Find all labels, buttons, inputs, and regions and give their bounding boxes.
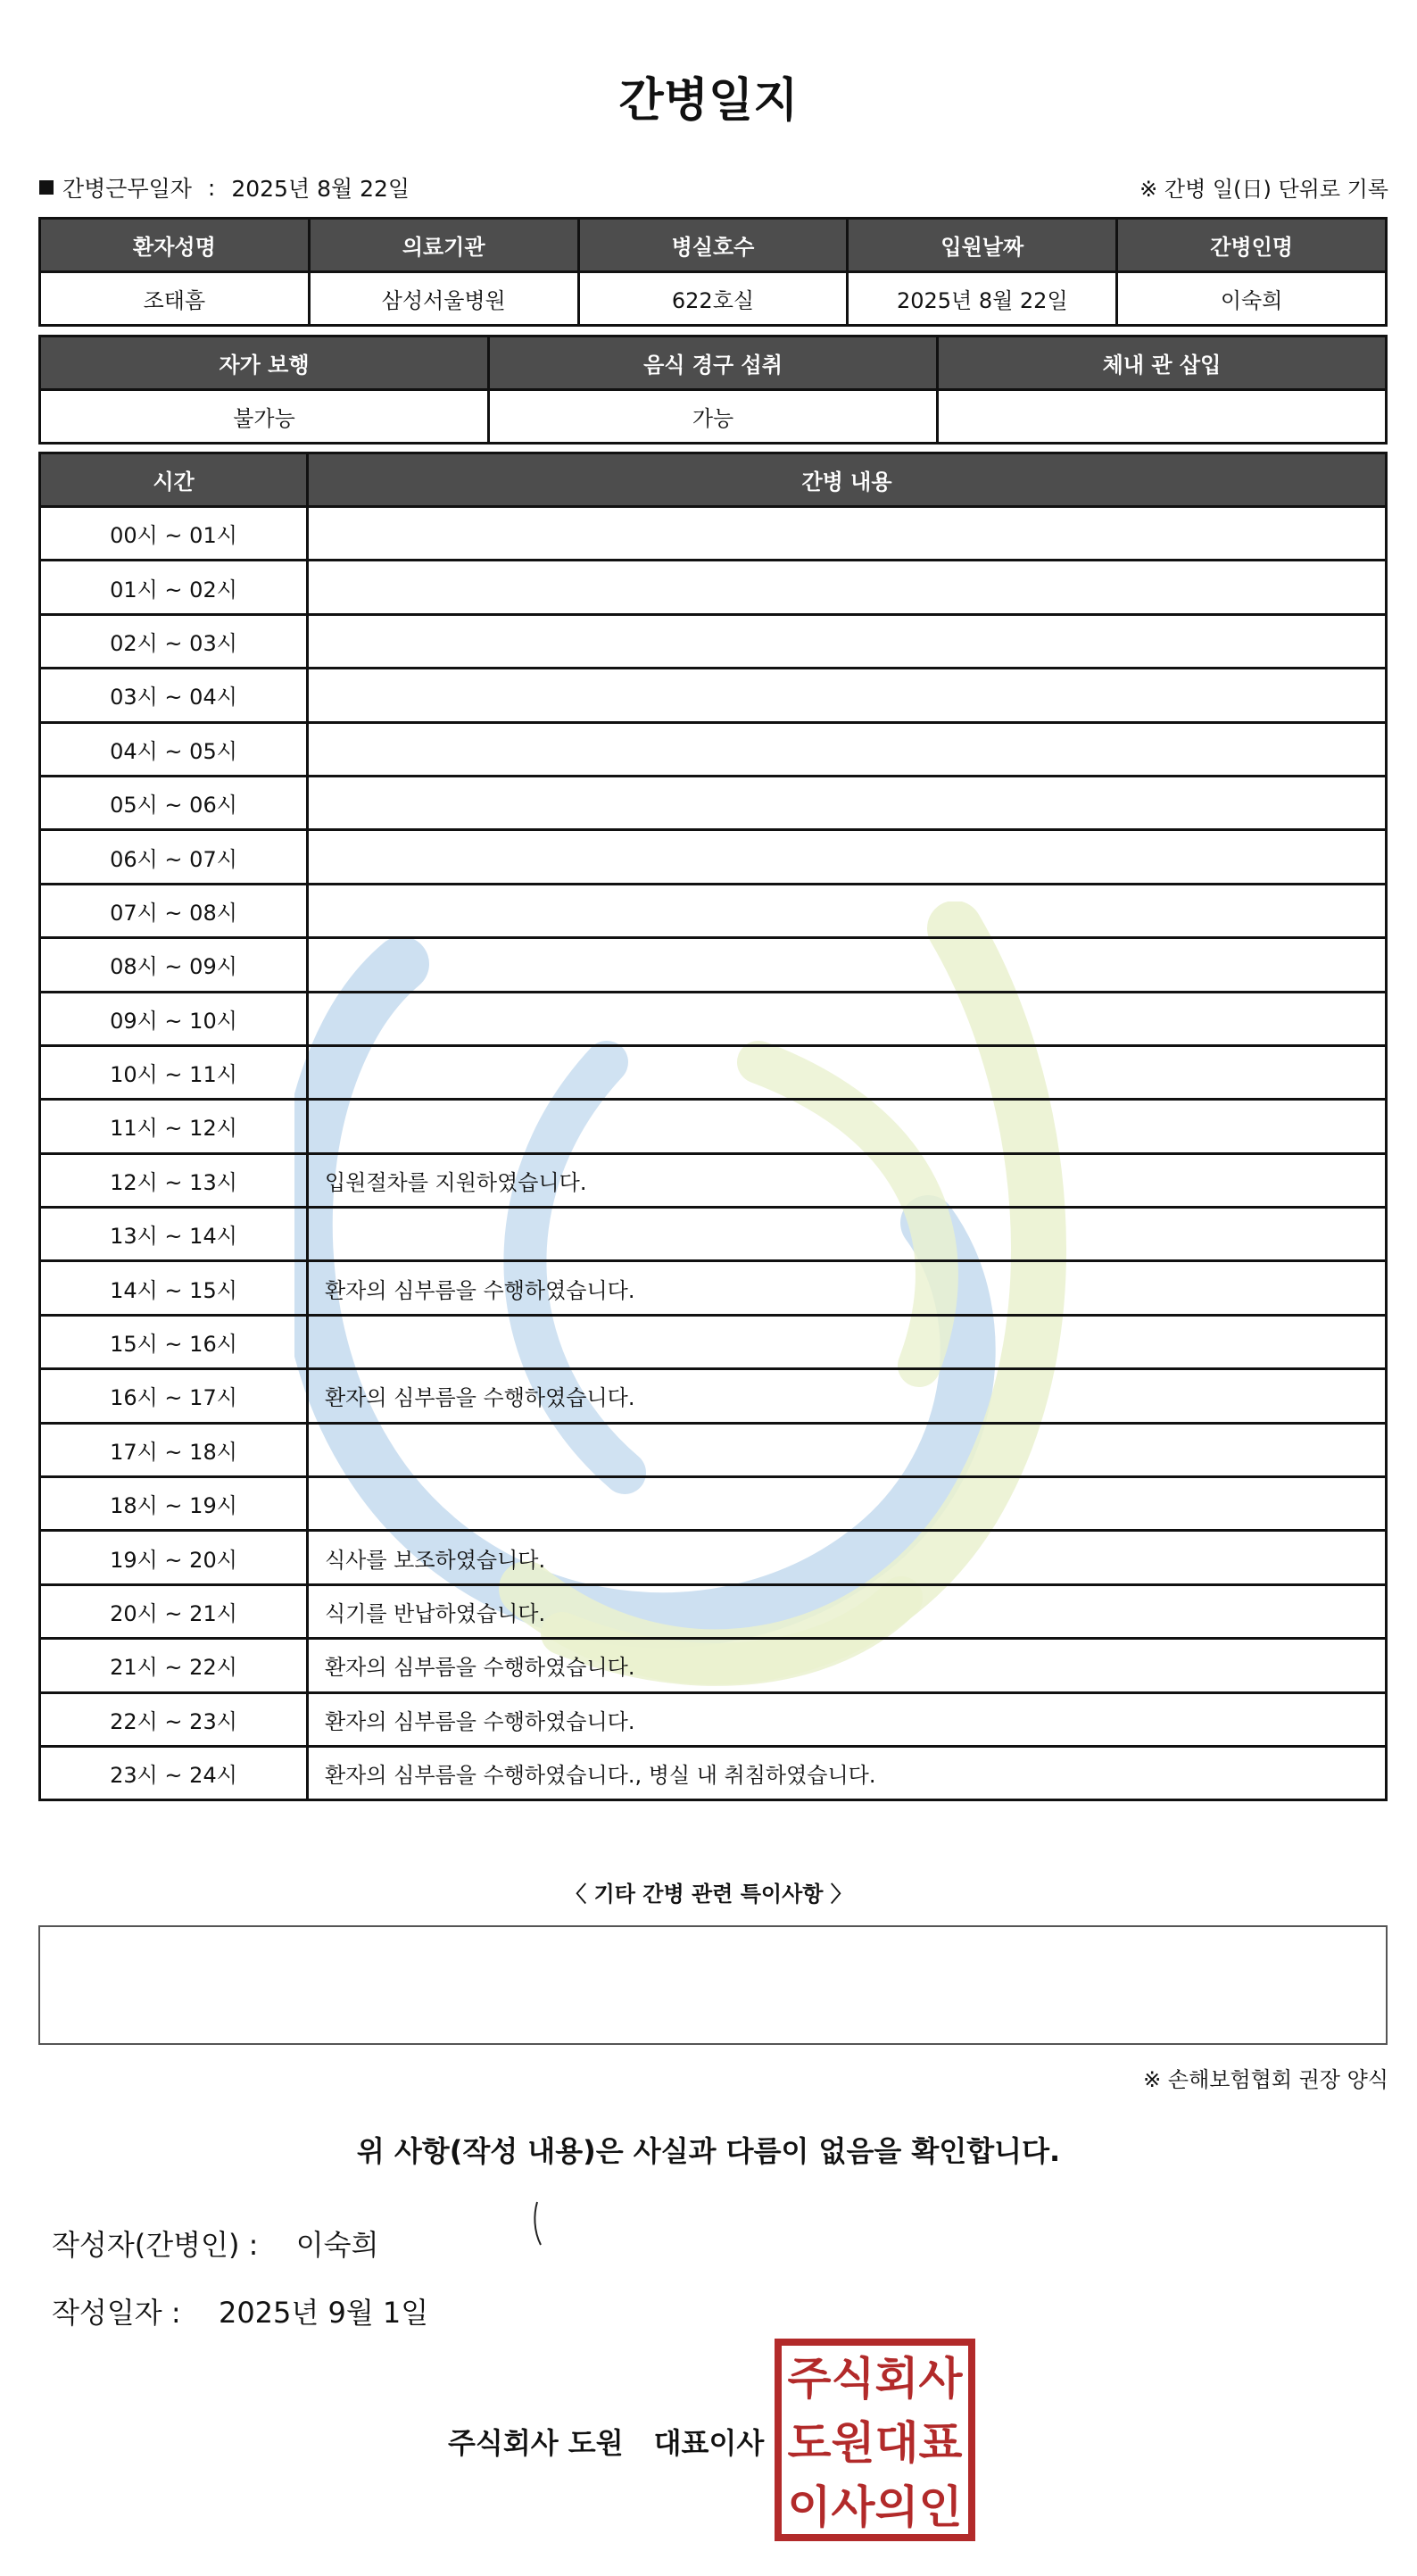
care-content [308,1315,1387,1368]
time-slot: 08시 ~ 09시 [40,938,308,992]
care-content: 환자의 심부름을 수행하였습니다. [308,1692,1387,1746]
time-slot: 05시 ~ 06시 [40,776,308,829]
care-log-row [40,1208,1387,1261]
time-slot: 18시 ~ 19시 [40,1477,308,1531]
oral-intake-status: 가능 [489,390,938,444]
care-log-row [40,1369,1387,1423]
time-slot: 02시 ~ 03시 [40,614,308,668]
walking-status: 불가능 [40,390,489,444]
status-header-row [40,337,1387,390]
written-date-label: 작성일자 : [52,2296,181,2330]
care-log-row [40,830,1387,884]
time-slot: 20시 ~ 21시 [40,1584,308,1638]
company-line [448,2421,764,2462]
care-log-row [40,1692,1387,1746]
care-log-row [40,938,1387,992]
work-date-colon: : [207,174,216,201]
care-log-row [40,1423,1387,1476]
time-slot: 03시 ~ 04시 [40,669,308,722]
care-content: 환자의 심부름을 수행하였습니다., 병실 내 취침하였습니다. [308,1746,1387,1799]
time-slot: 10시 ~ 11시 [40,1045,308,1099]
care-log-row [40,1100,1387,1153]
time-slot: 22시 ~ 23시 [40,1692,308,1746]
care-log-row [40,1639,1387,1692]
header-admission-date: 입원날짜 [848,219,1117,272]
confirmation-statement: 위 사항(작성 내용)은 사실과 다름이 없음을 확인합니다. [356,2134,1061,2168]
care-content [308,1208,1387,1261]
care-log-row [40,1315,1387,1368]
care-log-table [38,452,1388,1801]
care-content: 환자의 심부름을 수행하였습니다. [308,1369,1387,1423]
care-log-row [40,1531,1387,1584]
time-slot: 21시 ~ 22시 [40,1639,308,1692]
tube-status [938,390,1387,444]
remarks-box [38,1925,1388,2045]
header-care-content: 간병 내용 [308,453,1387,507]
signature-mark [530,2200,548,2254]
bullet-square-icon [39,180,54,195]
time-slot: 15시 ~ 16시 [40,1315,308,1368]
header-time: 시간 [40,453,308,507]
care-content [308,830,1387,884]
status-value-row [40,390,1387,444]
care-log-row [40,1153,1387,1207]
header-oral-intake: 음식 경구 섭취 [489,337,938,390]
care-log-header-row [40,453,1387,507]
header-room: 병실호수 [578,219,848,272]
time-slot: 06시 ~ 07시 [40,830,308,884]
time-slot: 11시 ~ 12시 [40,1100,308,1153]
company-name: 주식회사 도원 [448,2426,624,2460]
document-title: 간병일지 [618,74,799,128]
patient-value-row [40,272,1387,326]
time-slot: 17시 ~ 18시 [40,1423,308,1476]
care-content [308,722,1387,776]
institution: 삼성서울병원 [309,272,578,326]
care-content: 입원절차를 지원하였습니다. [308,1153,1387,1207]
time-slot: 13시 ~ 14시 [40,1208,308,1261]
care-content: 환자의 심부름을 수행하였습니다. [308,1261,1387,1315]
time-slot: 09시 ~ 10시 [40,992,308,1045]
work-date-line [39,171,410,204]
care-content [308,992,1387,1045]
time-slot: 19시 ~ 20시 [40,1531,308,1584]
header-caregiver: 간병인명 [1117,219,1387,272]
care-content [308,669,1387,722]
svg-text:주식회사: 주식회사 [787,2353,964,2405]
care-log-row [40,1746,1387,1799]
writer-name: 이숙희 [295,2228,379,2262]
room-number: 622호실 [578,272,848,326]
care-log-row [40,507,1387,561]
writer-line [52,2223,379,2264]
writer-label: 작성자(간병인) : [52,2228,259,2262]
status-table [38,335,1388,445]
header-institution: 의료기관 [309,219,578,272]
care-log-row [40,776,1387,829]
remarks-heading: 〈 기타 간병 관련 특이사항 〉 [565,1882,852,1907]
time-slot: 04시 ~ 05시 [40,722,308,776]
svg-text:도원대표: 도원대표 [787,2417,964,2469]
written-date: 2025년 9월 1일 [218,2296,429,2330]
care-content [308,884,1387,937]
care-log-row [40,1045,1387,1099]
patient-header-row [40,219,1387,272]
care-content: 환자의 심부름을 수행하였습니다. [308,1639,1387,1692]
time-slot: 16시 ~ 17시 [40,1369,308,1423]
work-date-value: 2025년 8월 22일 [231,176,410,202]
company-seal [775,2339,975,2541]
care-log-row [40,722,1387,776]
work-date-label: 간병근무일자 [62,176,192,202]
care-log-row [40,669,1387,722]
care-log-row [40,884,1387,937]
header-patient-name: 환자성명 [40,219,310,272]
care-content [308,614,1387,668]
time-slot: 00시 ~ 01시 [40,507,308,561]
care-content [308,1477,1387,1531]
time-slot: 23시 ~ 24시 [40,1746,308,1799]
care-content: 식사를 보조하였습니다. [308,1531,1387,1584]
care-log-row [40,1477,1387,1531]
care-content [308,938,1387,992]
care-content [308,507,1387,561]
svg-text:이사의인: 이사의인 [787,2481,963,2533]
patient-info-table [38,217,1388,327]
time-slot: 14시 ~ 15시 [40,1261,308,1315]
form-note: ※ 손해보험협회 권장 양식 [1143,2067,1388,2092]
representative-title: 대표이사 [653,2426,765,2460]
care-content: 식기를 반납하였습니다. [308,1584,1387,1638]
time-slot: 01시 ~ 02시 [40,561,308,614]
care-content [308,1045,1387,1099]
care-log-row [40,561,1387,614]
header-walking: 자가 보행 [40,337,489,390]
care-content [308,561,1387,614]
care-log-row [40,614,1387,668]
care-log-row [40,992,1387,1045]
written-date-line [52,2290,428,2331]
care-content [308,1423,1387,1476]
time-slot: 12시 ~ 13시 [40,1153,308,1207]
unit-note: ※ 간병 일(日) 단위로 기록 [1139,177,1388,202]
header-tube: 체내 관 삽입 [938,337,1387,390]
care-log-row [40,1584,1387,1638]
care-content [308,776,1387,829]
admission-date: 2025년 8월 22일 [848,272,1117,326]
caregiver-name: 이숙희 [1117,272,1387,326]
care-log-row [40,1261,1387,1315]
time-slot: 07시 ~ 08시 [40,884,308,937]
care-content [308,1100,1387,1153]
patient-name: 조태흠 [40,272,310,326]
